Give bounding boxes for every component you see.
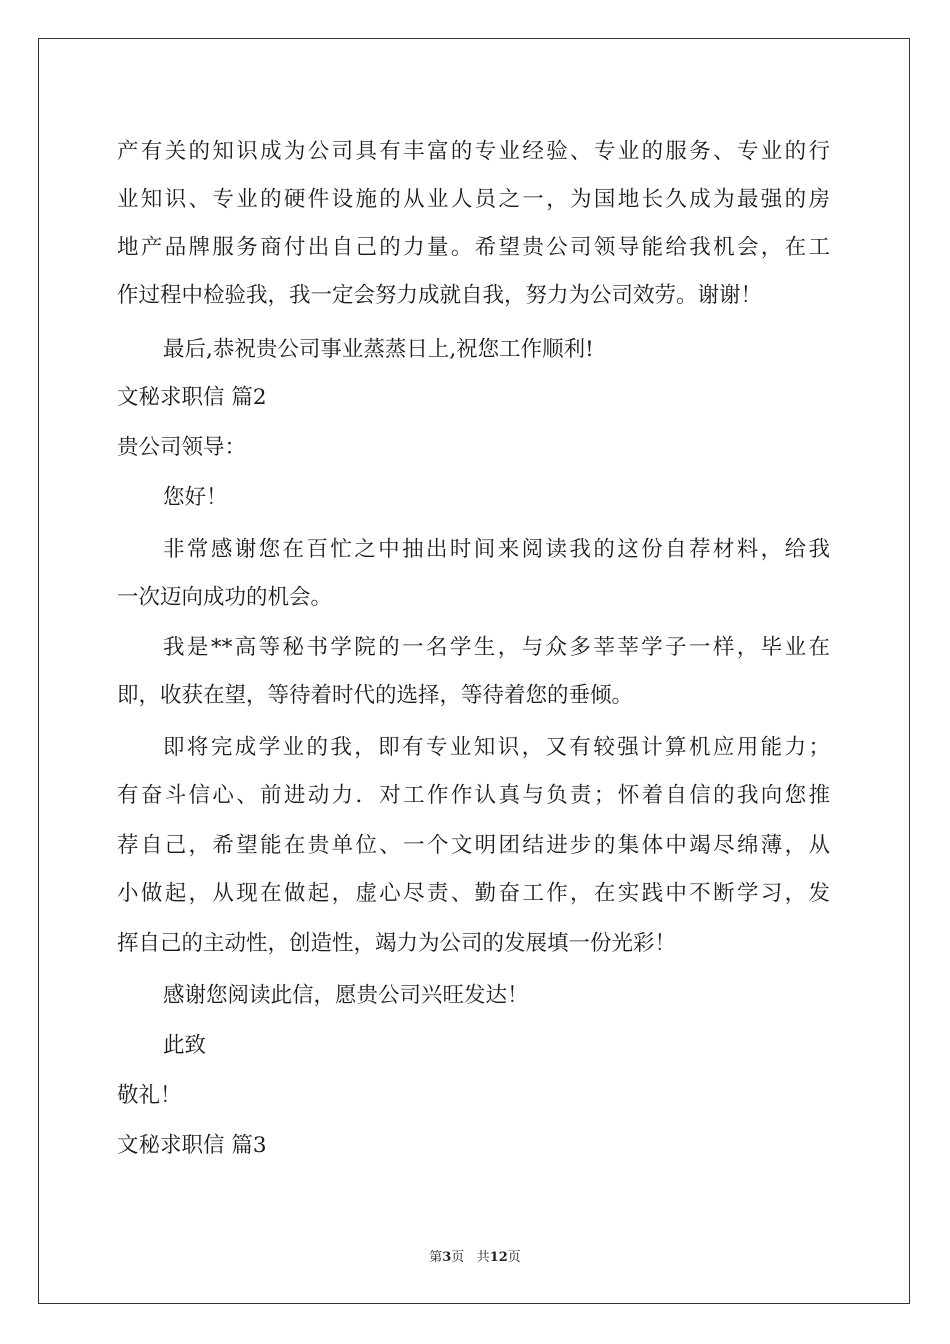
paragraph-line: 一次迈向成功的机会。 [117, 585, 333, 610]
paragraph-line: 小做起，从现在做起，虚心尽责、勤奋工作，在实践中不断学习，发 [117, 881, 830, 906]
regards: 敬礼！ [117, 1083, 182, 1108]
closing-wish: 最后,恭祝贵公司事业蒸蒸日上,祝您工作顺利! [163, 337, 594, 362]
greeting: 您好！ [163, 485, 228, 510]
paragraph-line: 有奋斗信心、前进动力．对工作作认真与负责；怀着自信的我向您推 [117, 783, 830, 808]
page-prefix: 第 [429, 1250, 443, 1265]
section-heading: 文秘求职信 篇3 [117, 1133, 267, 1158]
paragraph-line: 感谢您阅读此信，愿贵公司兴旺发达！ [163, 983, 529, 1008]
paragraph-line: 我是**高等秘书学院的一名学生，与众多莘莘学子一样，毕业在 [163, 635, 830, 660]
paragraph-line: 作过程中检验我，我一定会努力成就自我，努力为公司效劳。谢谢！ [117, 283, 763, 308]
closing: 此致 [163, 1033, 207, 1058]
paragraph-line: 地产品牌服务商付出自己的力量。希望贵公司领导能给我机会，在工 [117, 235, 830, 260]
paragraph-line: 即将完成学业的我，即有专业知识，又有较强计算机应用能力； [163, 735, 830, 760]
page-footer [0, 1246, 950, 1265]
total-prefix: 共 [476, 1250, 490, 1265]
paragraph-line: 业知识、专业的硬件设施的从业人员之一，为国地长久成为最强的房 [117, 187, 830, 212]
paragraph-line: 非常感谢您在百忙之中抽出时间来阅读我的这份自荐材料，给我 [163, 537, 830, 562]
salutation: 贵公司领导： [117, 435, 247, 460]
section-heading: 文秘求职信 篇2 [117, 385, 267, 410]
paragraph-line: 即，收获在望，等待着时代的选择，等待着您的垂倾。 [117, 683, 634, 708]
page-suffix: 页 [451, 1250, 465, 1265]
paragraph-line: 荐自己，希望能在贵单位、一个文明团结进步的集体中竭尽绵薄，从 [117, 833, 830, 858]
total-pages: 12 [489, 1250, 508, 1265]
page-number: 3 [442, 1250, 452, 1265]
paragraph-line: 挥自己的主动性，创造性，竭力为公司的发展填一份光彩！ [117, 931, 677, 956]
page-border [38, 38, 910, 1304]
total-suffix: 页 [507, 1250, 521, 1265]
paragraph-line: 产有关的知识成为公司具有丰富的专业经验、专业的服务、专业的行 [117, 139, 830, 164]
